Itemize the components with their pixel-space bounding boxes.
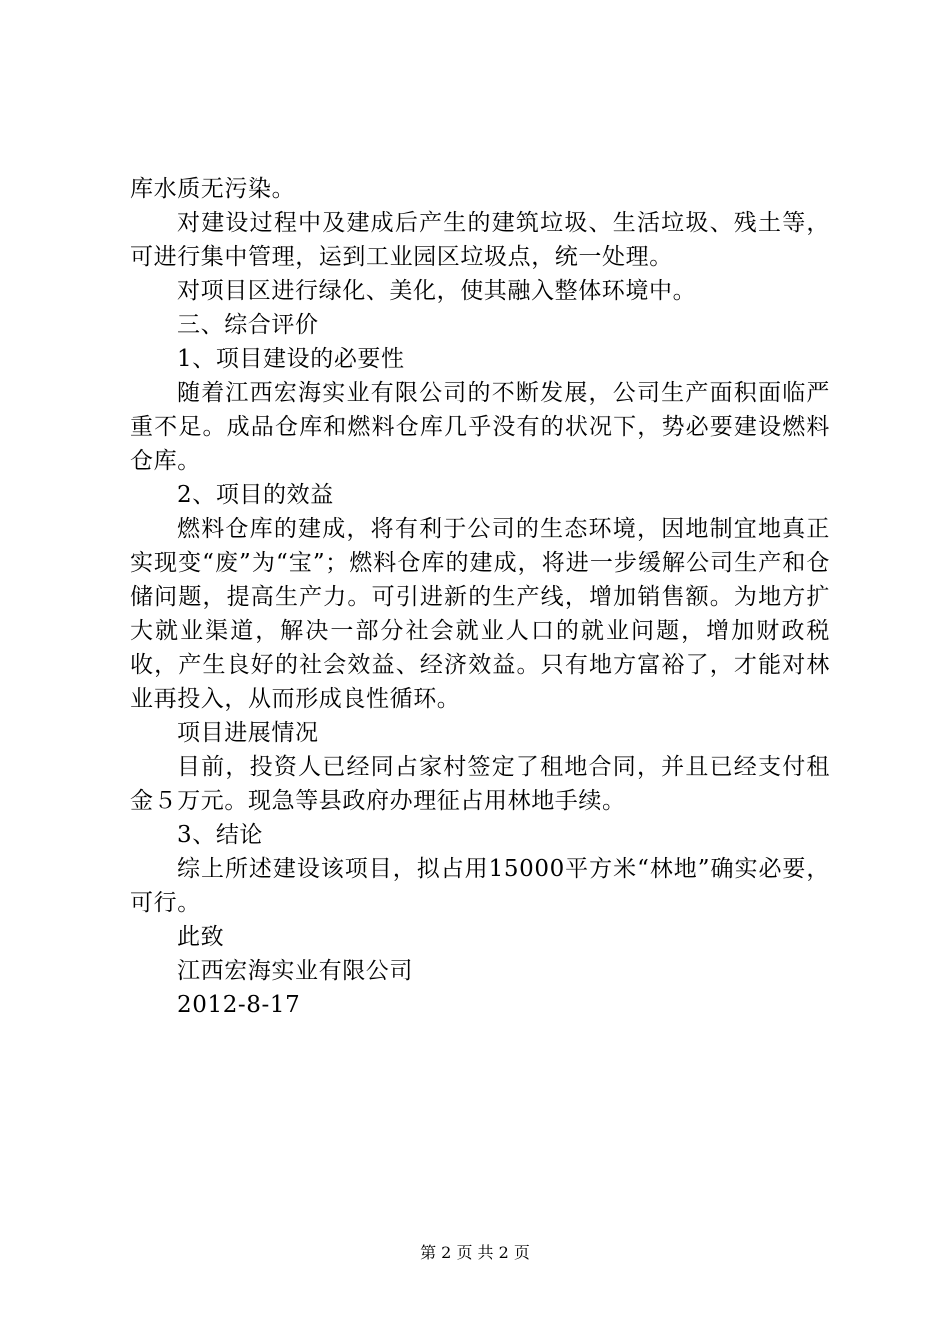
paragraph-3: 对项目区进行绿化、美化，使其融入整体环境中。 (177, 278, 697, 304)
paragraph-necessity: 随着江西宏海实业有限公司的不断发展，公司生产面积面临严重不足。成品仓库和燃料仓库几乎没有的状况下，势必要建设燃料仓库。 (130, 380, 830, 474)
subheading-benefits: 2、项目的效益 (177, 482, 334, 508)
subheading-conclusion: 3、结论 (177, 822, 264, 848)
paragraph-2: 对建设过程中及建成后产生的建筑垃圾、生活垃圾、残土等，可进行集中管理，运到工业园区垃圾点，统一处理。 (130, 210, 830, 270)
subheading-progress: 项目进展情况 (177, 720, 319, 746)
closing-salutation: 此致 (177, 924, 225, 950)
paragraph-progress: 目前，投资人已经同占家村签定了租地合同，并且已经支付租金５万元。现急等县政府办理征占用林地手续。 (130, 754, 830, 814)
paragraph-conclusion: 综上所述建设该项目，拟占用15000平方米“林地”确实必要，可行。 (130, 856, 830, 916)
paragraph-benefits: 燃料仓库的建成，将有利于公司的生态环境，因地制宜地真正实现变“废”为“宝”；燃料仓库的建成，将进一步缓解公司生产和仓储问题，提高生产力。可引进新的生产线，增加销售额。为地方扩大就业渠道，解决一部分社会就业人口的就业问题，增加财政税收，产生良好的社会效益、经济效益。只有地方富裕了，才能对林业再投入，从而形成良性循环。 (130, 516, 830, 712)
subheading-necessity: 1、项目建设的必要性 (177, 346, 405, 372)
signature-company: 江西宏海实业有限公司 (177, 958, 413, 984)
signature-date: 2012-8-17 (177, 992, 301, 1018)
paragraph-1: 库水质无污染。 (130, 176, 296, 202)
page-number-footer: 第 2 页 共 2 页 (420, 1243, 530, 1262)
document-body (130, 172, 830, 1022)
section-heading-comprehensive-evaluation: 三、综合评价 (177, 312, 319, 338)
